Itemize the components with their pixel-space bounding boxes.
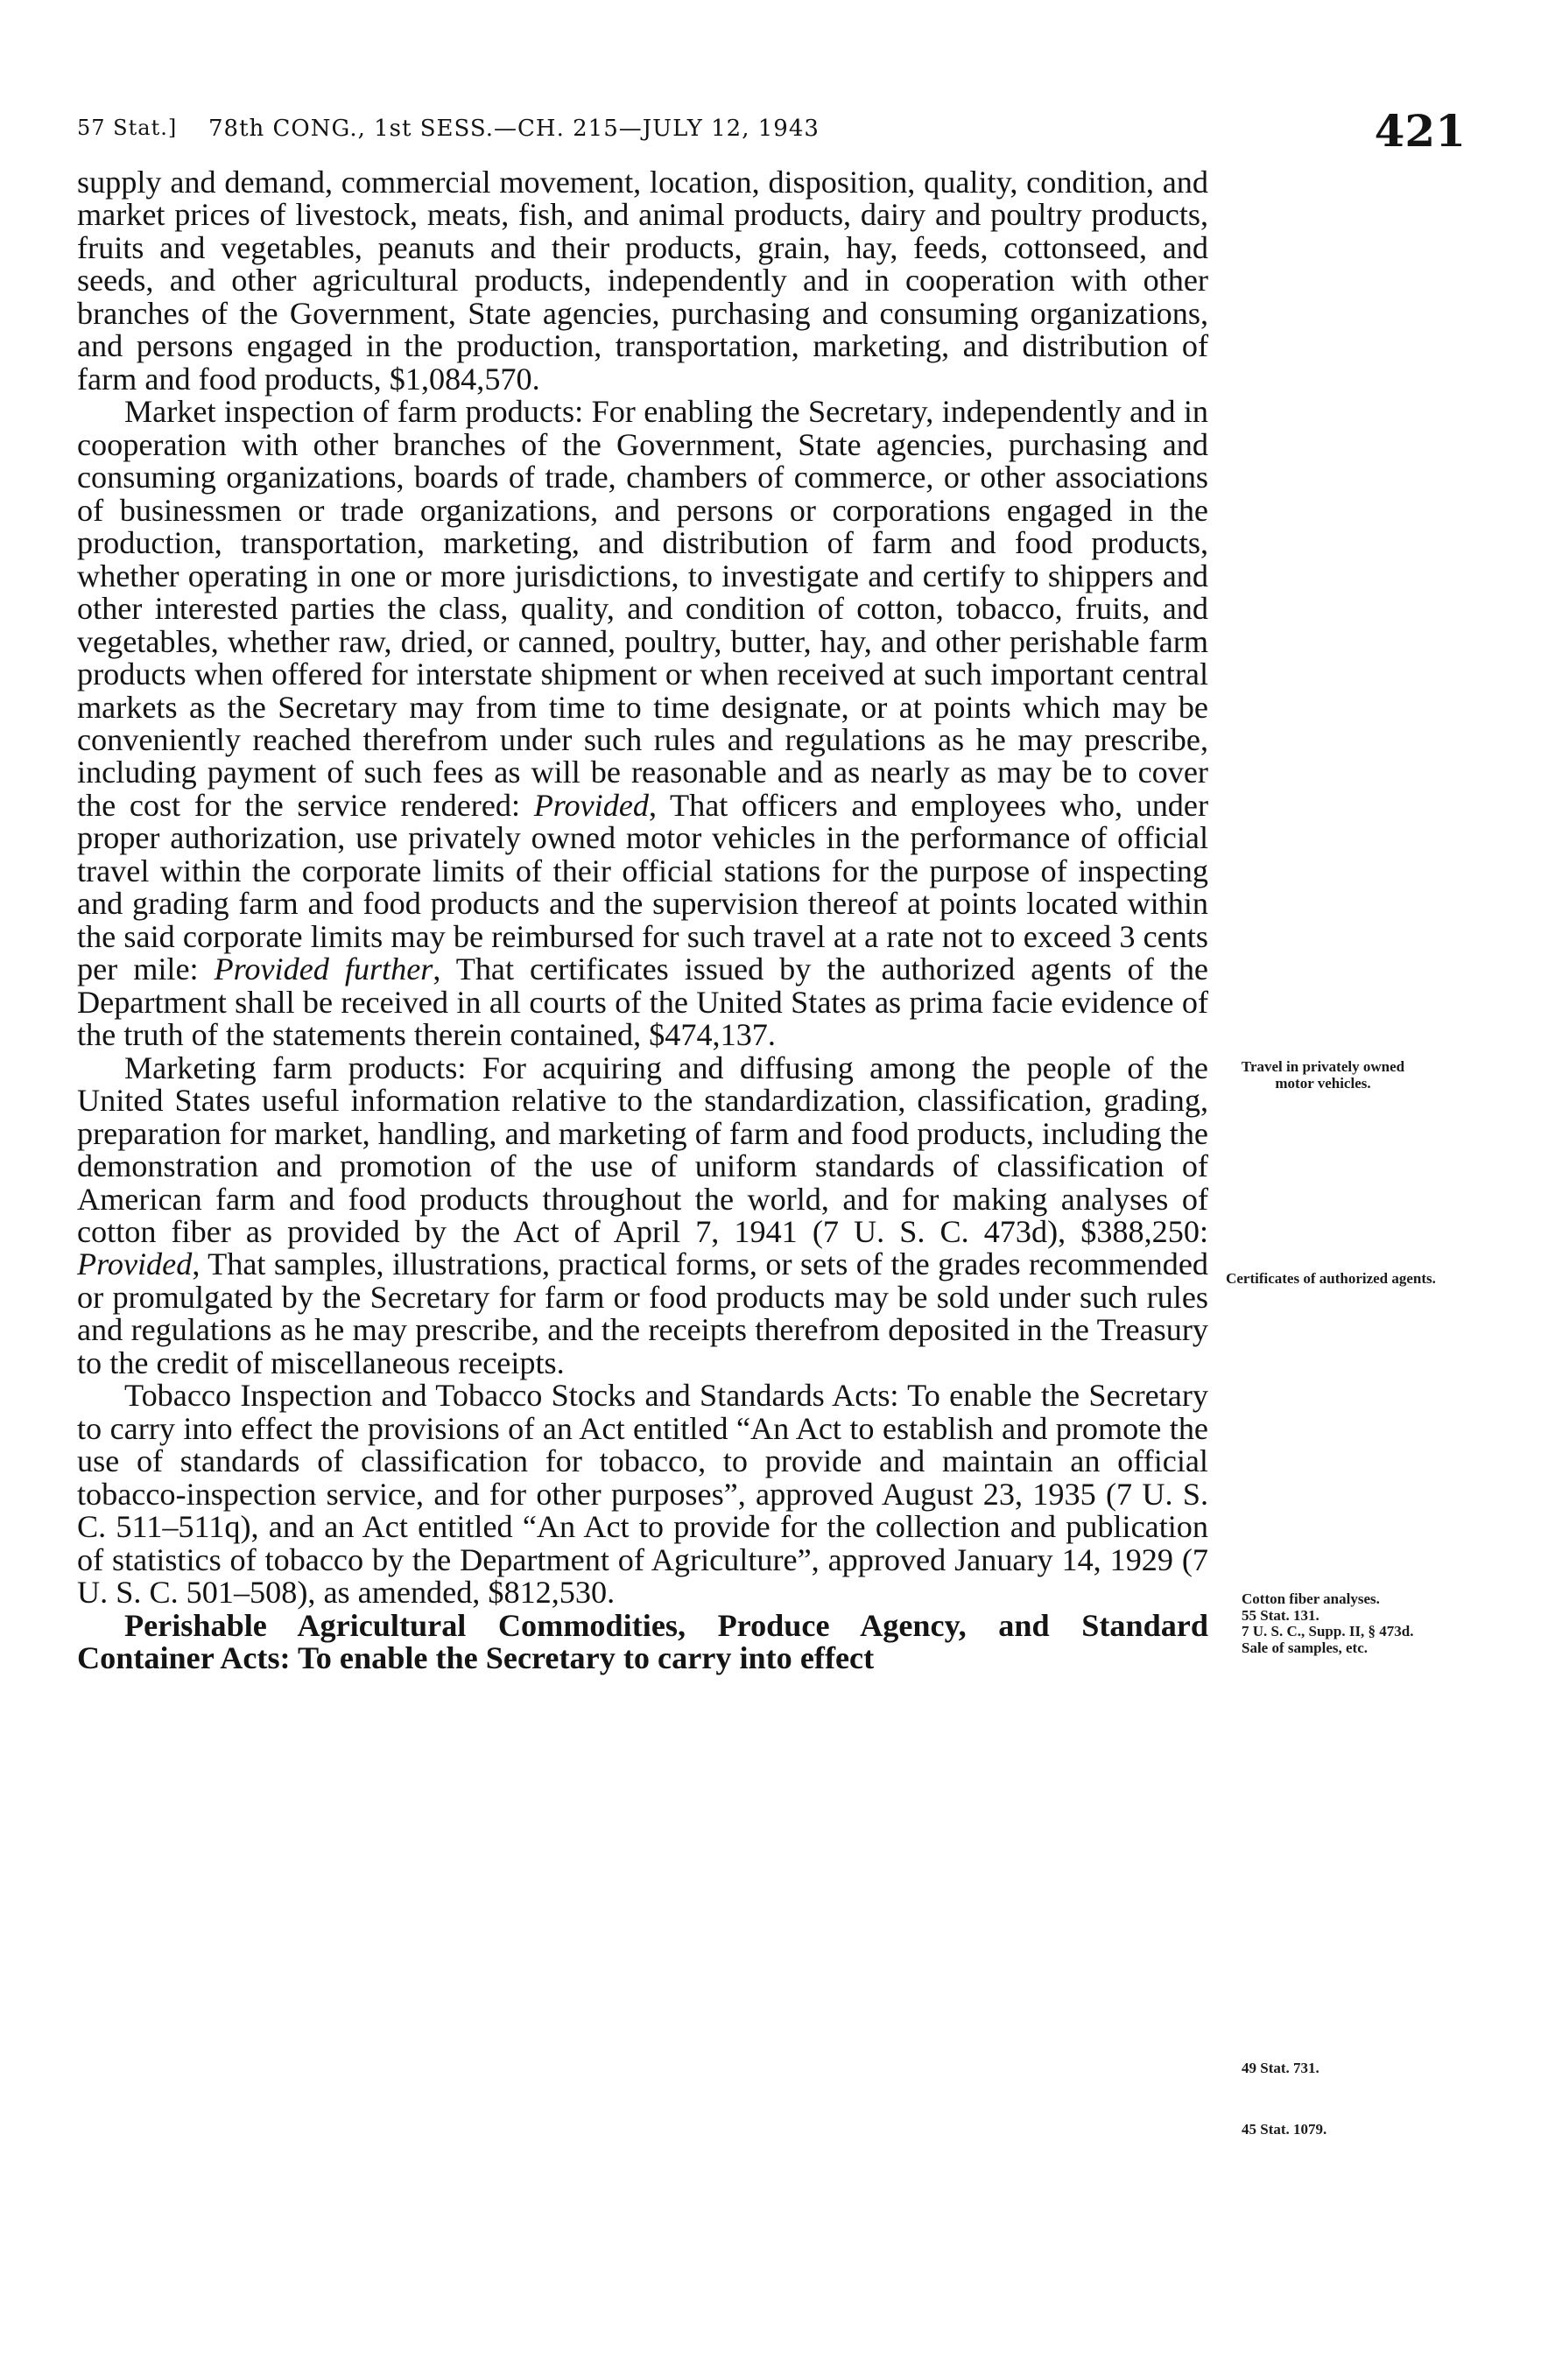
paragraph-supply: supply and demand, commercial movement, location, disposition, quality, condition, and market prices of livestock, meats, fish, and animal products, dairy and poultry products, fruits and vegetables, peanuts and their products, grain, hay, feeds, cottonseed, and seeds, and other agricultural products, independently and in cooperation with other branches of the Government, State agencies, purchasing and consuming organizations, and persons engaged in the production, transportation, marketing, and distribution of farm and food products, $1,084,570. [77,165,1208,397]
statute-reference: 57 Stat.] [77,116,178,140]
margin-note-cotton-title: Cotton fiber analyses. [1242,1590,1380,1607]
margin-note-45-stat: 45 Stat. 1079. [1242,2121,1327,2138]
paragraph-perishable: Perishable Agricultural Commodities, Produce Agency, and Standard Container Acts: To enable the Secretary to carry into effect [77,1607,1208,1676]
paragraph-tobacco: Tobacco Inspection and Tobacco Stocks and Standards Acts: To enable the Secretary to carry into effect the provisions of an Act entitled “An Act to establish and promote the use of standards of classification for tobacco, to provide and maintain an official tobacco-inspection service, and for other purposes”, approved August 23, 1935 (7 U. S. C. 511–511q), and an Act entitled “An Act to provide for the collection and publication of statistics of tobacco by the Department of Agriculture”, approved January 14, 1929 (7 U. S. C. 501–508), as amended, $812,530. [77,1378,1208,1611]
margin-note-cotton [1242,1591,1443,1657]
paragraph-market-inspection: Market inspection of farm products: For enabling the Secretary, independently and in cooperation with other branches of the Government, State agencies, purchasing and consuming organizations, boards of trade, chambers of commerce, or other associations of businessmen or trade organizations, and persons or corporations engaged in the production, transportation, marketing, and distribution of farm and food products, whether operating in one or more jurisdictions, to investigate and certify to shippers and other interested parties the class, quality, and condition of cotton, tobacco, fruits, and vegetables, whether raw, dried, or canned, poultry, butter, hay, and other perishable farm products when offered for interstate shipment or when received at such important central markets as the Secretary may from time to time designate, or at points which may be conveniently reached therefrom under such rules and regulations as he may prescribe, including payment of such fees as will be reasonable and as nearly as may be to cover the cost for the service rendered: Provided, That officers and employees who, under proper authorization, use privately owned motor vehicles in the performance of official travel within the corporate limits of their official stations for the purpose of inspecting and grading farm and food products and the supervision thereof at points located within the said corporate limits may be reimbursed for such travel at a rate not to exceed 3 cents per mile: Provided further, That certificates issued by the authorized agents of the Department shall be received in all courts of the United States as prima facie evidence of the truth of the statements therein contained, $474,137. [77,394,1209,1053]
margin-note-certificates: Certificates of authorized agents. [1226,1270,1436,1287]
page-number: 421 [1374,105,1466,157]
page-header [77,105,1469,157]
margin-note-cotton-usc: 7 U. S. C., Supp. II, § 473d. [1242,1623,1414,1640]
margin-note-49-stat: 49 Stat. 731. [1242,2060,1319,2076]
running-title: 78th CONG., 1st SESS.—CH. 215—JULY 12, 1943 [208,116,820,142]
margin-note-cotton-samples: Sale of samples, etc. [1242,1639,1369,1657]
paragraph-marketing: Marketing farm products: For acquiring and diffusing among the people of the United States useful information relative to the standardization, classification, grading, preparation for market, handling, and marketing of farm and food products, including the demonstration and promotion of the use of uniform standards of classification of American farm and food products throughout the world, and for making analyses of cotton fiber as provided by the Act of April 7, 1941 (7 U. S. C. 473d), $388,250: Provided, That samples, illustrations, practical forms, or sets of the grades recommended or promulgated by the Secretary for farm or food products may be sold under such rules and regulations as he may prescribe, and the receipts therefrom deposited in the Treasury to the credit of miscellaneous receipts. [77,1050,1208,1380]
margin-note-travel: Travel in privately owned motor vehicles. [1241,1058,1405,1092]
margin-note-cotton-stat: 55 Stat. 131. [1242,1606,1319,1624]
body-text [77,166,1208,1675]
